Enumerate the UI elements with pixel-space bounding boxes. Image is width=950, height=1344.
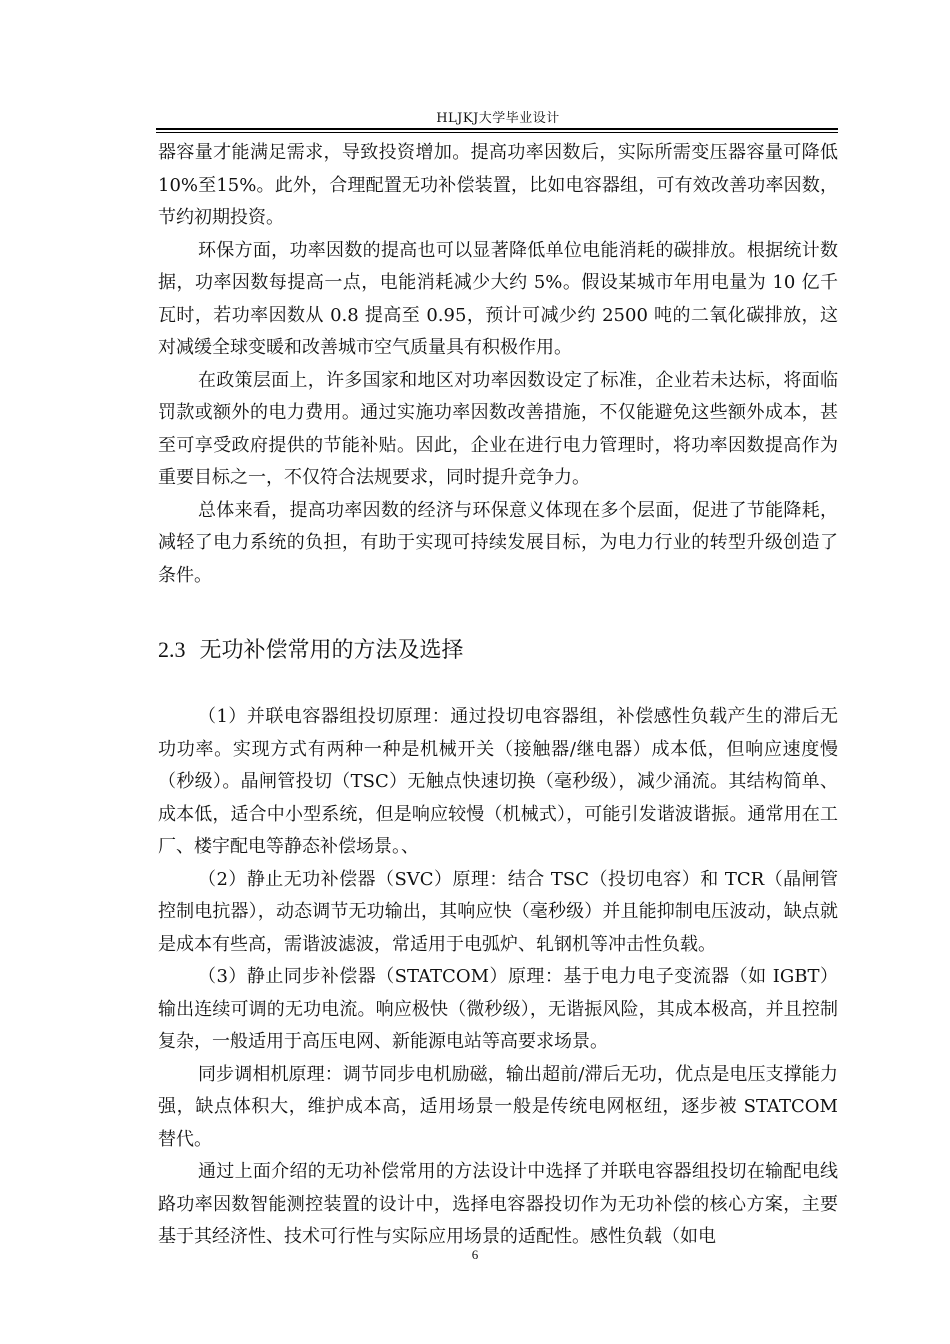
section-heading bbox=[158, 634, 838, 667]
paragraph-method-1: （1）并联电容器组投切原理：通过投切电容器组，补偿感性负载产生的滞后无功功率。实现方式有两种一种是机械开关（接触器/继电器）成本低，但响应速度慢（秒级）。晶闸管投切（TSC）无触点快速切换（毫秒级），减少涌流。其结构简单、成本低，适合中小型系统，但是响应较慢（机械式），可能引发谐波谐振。通常用在工厂、楼宇配电等静态补偿场景。、 bbox=[158, 706, 838, 857]
section-number: 2.3 bbox=[158, 637, 186, 662]
paragraph-environment: 环保方面，功率因数的提高也可以显著降低单位电能消耗的碳排放。根据统计数据，功率因数每提高一点，电能消耗减少大约 5%。假设某城市年用电量为 10 亿千瓦时，若功率因数从 0.8 提高至 0.95，预计可减少约 2500 吨的二氧化碳排放，这对减缓全球变暖和改善城市空气质量具有积极作用。 bbox=[158, 239, 838, 358]
paragraph-method-2: （2）静止无功补偿器（SVC）原理：结合 TSC（投切电容）和 TCR（晶闸管控制电抗器），动态调节无功输出，其响应快（毫秒级）并且能抑制电压波动，缺点就是成本有些高，需谐波滤波，常适用于电弧炉、轧钢机等冲击性负载。 bbox=[158, 868, 838, 955]
paragraph-method-3: （3）静止同步补偿器（STATCOM）原理：基于电力电子变流器（如 IGBT）输出连续可调的无功电流。响应极快（微秒级），无谐振风险，其成本极高，并且控制复杂，一般适用于高压电网、新能源电站等高要求场景。 bbox=[158, 966, 838, 1052]
paragraph-policy: 在政策层面上，许多国家和地区对功率因数设定了标准，企业若未达标，将面临罚款或额外的电力费用。通过实施功率因数改善措施，不仅能避免这些额外成本，甚至可享受政府提供的节能补贴。因此，企业在进行电力管理时，将功率因数提高作为重要目标之一，不仅符合法规要求，同时提升竞争力。 bbox=[158, 369, 838, 488]
paragraph-selection: 通过上面介绍的无功补偿常用的方法设计中选择了并联电容器组投切在输配电线路功率因数智能测控装置的设计中，选择电容器投切作为无功补偿的核心方案，主要基于其经济性、技术可行性与实际应用场景的适配性。感性负载（如电 bbox=[158, 1161, 838, 1247]
page-number: 6 bbox=[471, 1247, 479, 1262]
page-header: HLJKJ大学毕业设计 bbox=[436, 111, 560, 126]
header-rule-thin bbox=[156, 132, 838, 133]
paragraph-continuation: 器容量才能满足需求，导致投资增加。提高功率因数后，实际所需变压器容量可降低10%至15%。此外，合理配置无功补偿装置，比如电容器组，可有效改善功率因数，节约初期投资。 bbox=[158, 142, 838, 228]
paragraph-summary: 总体来看，提高功率因数的经济与环保意义体现在多个层面，促进了节能降耗，减轻了电力系统的负担，有助于实现可持续发展目标，为电力行业的转型升级创造了条件。 bbox=[158, 499, 838, 586]
paragraph-method-4: 同步调相机原理：调节同步电机励磁，输出超前/滞后无功，优点是电压支撑能力强，缺点体积大，维护成本高，适用场景一般是传统电网枢纽，逐步被 STATCOM 替代。 bbox=[158, 1063, 838, 1150]
section-title: 无功补偿常用的方法及选择 bbox=[199, 638, 464, 663]
page-body bbox=[158, 137, 838, 1254]
header-rule-thick bbox=[156, 128, 838, 130]
